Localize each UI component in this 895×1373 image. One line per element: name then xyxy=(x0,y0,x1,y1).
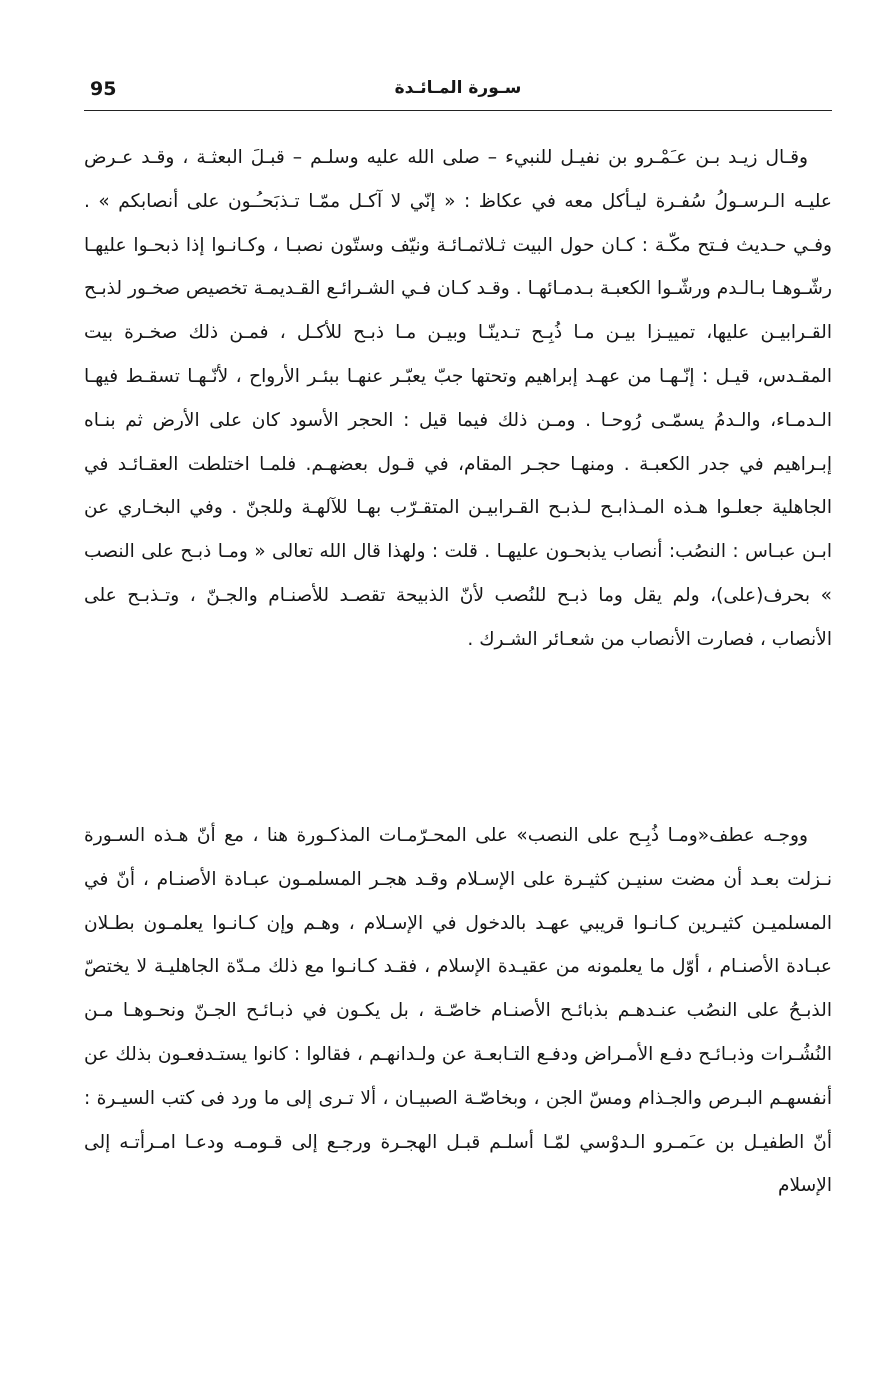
page-number: 95 xyxy=(90,78,117,100)
page-header xyxy=(84,72,832,108)
paragraph-2: ووجـه عطف«ومـا ذُبِـح على النصب» على المحـرّمـات المذكـورة هنا ، مع أنّ هـذه السـورة نـزلت بعـد أن مضت سنيـن كثيـرة على الإسـلام وقـد هجـر المسلمـون عبـادة الأصنـام ، أنّ في المسلميـن كثيـرين كـانـوا قريبي عهـد بالدخول في الإسـلام ، وهـم وإن كـانـوا يعلمـون بطـلان عبـادة الأصنـام ، أوّل ما يعلمونه من عقيـدة الإسلام ، فقـد كـانـوا مع ذلك مـدّة الجاهليـة لا يختصّ الذبـحُ على النصُب عنـدهـم بذبائـح الأصنـام خاصّـة ، بل يكـون في ذبـائـح الجـنّ ونحـوهـا مـن النُشُـرات وذبـائـح دفـع الأمـراض ودفـع التـابعـة عن ولـدانهـم ، فقالوا : كانوا يستـدفعـون بذلك عن أنفسهـم البـرص والجـذام ومسّ الجن ، وبخاصّـة الصبيـان ، ألا تـرى إلى ما ورد فى كتب السيـرة : أنّ الطفيـل بن عـَمـرو الـدوْسي لمّـا أسلـم قبـل الهجـرة ورجـع إلى قـومـه ودعـا امـرأتـه إلى الإسلام xyxy=(84,825,832,1197)
paragraph-1: وقـال زيـد بـن عـَمْـرو بن نفيـل للنبيء – صلى الله عليه وسلـم – قبـلَ البعثـة ، وقـد عـرض عليـه الـرسـولُ سُفـرة ليـأكل معه في عكاظ : « إنّي لا آكـل ممّـا تـذبَحـُـون على أنصابكم » . وفـي حـديث فـتح مكّـة : كـان حول البيت ثـلاثمـائـة ونيّف وستّون نصبـا ، وكـانـوا إذا ذبحـوا عليهـا رشّـوهـا بـالـدم ورشّـوا الكعبـة بـدمـائهـا . وقـد كـان فـي الشـرائـع القـديمـة تخصيص صخـور لذبـح القـرابيـن عليها، تمييـزا بيـن مـا ذُبِـح تـدينّـا وبيـن مـا ذبـح للأكـل ، فمـن ذلك صخـرة بيت المقـدس، قيـل : إنّـهـا من عهـد إبراهيم وتحتها جبّ يعبّـر عنهـا ببئـر الأرواح ، لأنّـهـا تسقـط فيهـا الـدمـاء، والـدمُ يسمّـى رُوحـا . ومـن ذلك فيما قيل : الحجر الأسود كان على الأرض ثم بنـاه إبـراهيم في جدر الكعبـة . ومنهـا حجـر المقام، في قـول بعضهـم. فلمـا اختلطت العقـائـد في الجاهلية جعلـوا هـذه المـذابـح لـذبـح القـرابيـن المتقـرّب بهـا للآلهـة وللجنّ . وفي البخـاري عن ابـن عبـاس : النصُب: أنصاب يذبحـون عليهـا . قلت : ولهذا قال الله تعالى « ومـا ذبـح على النصب » بحرف(على)، ولم يقل وما ذبـح للنُصب لأنّ الذبيحة تقصـد للأصنـام والجـنّ ، وتـذبـح على الأنصاب ، فصارت الأنصاب من شعـائر الشـرك . xyxy=(84,147,832,650)
running-head: سـورة المـائـدة xyxy=(394,78,522,98)
header-rule xyxy=(84,110,832,111)
